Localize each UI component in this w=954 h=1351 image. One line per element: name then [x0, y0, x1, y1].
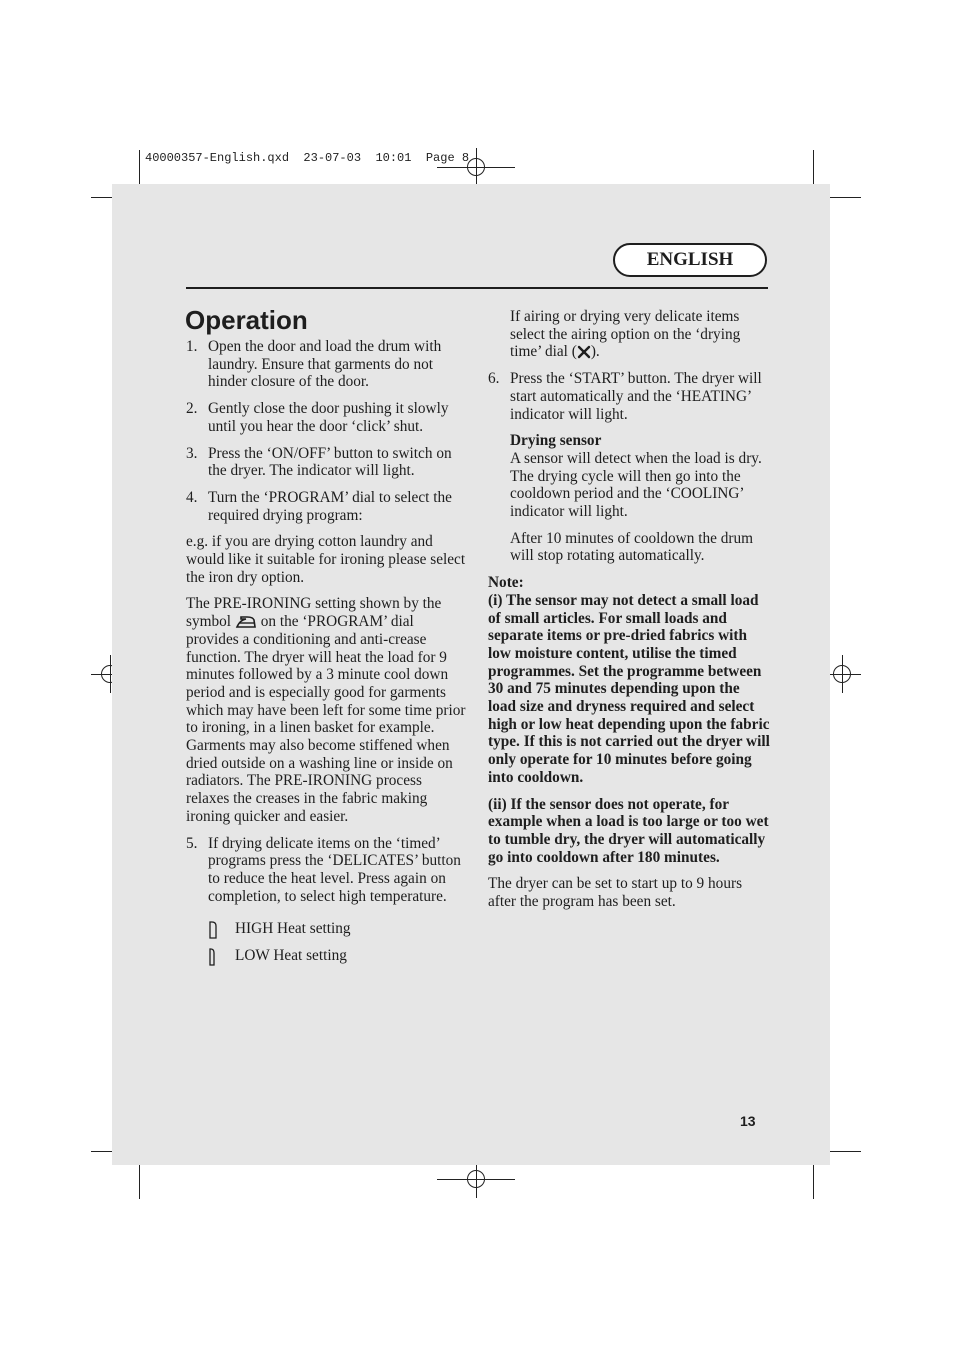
legend-low-heat [186, 947, 468, 965]
step-text: Open the door and load the drum with laundry. Ensure that garments do not hinder closure of the door. [208, 338, 442, 391]
legend-high-heat [186, 920, 468, 938]
drying-sensor-heading: Drying sensor [510, 432, 602, 450]
iron-icon [235, 615, 257, 629]
left-column [186, 338, 468, 974]
step-5 [186, 835, 468, 906]
step-text: Press the ‘START’ button. The dryer will start automatically and the ‘HEATING’ indicator will light. [510, 370, 762, 423]
airing-fan-icon [577, 345, 591, 359]
step-number: 4. [186, 488, 198, 506]
note-ii: (ii) If the sensor does not operate, for example when a load is too large or too wet to tumble dry, the dryer will automatically go into cooldown after 180 minutes. [488, 795, 769, 866]
step-text: Press the ‘ON/OFF’ button to switch on the dryer. The indicator will light. [208, 444, 452, 480]
delay-start-paragraph: The dryer can be set to start up to 9 hours after the program has been set. [488, 875, 743, 911]
step-text: Turn the ‘PROGRAM’ dial to select the required drying program: [208, 488, 452, 524]
example-paragraph: e.g. if you are drying cotton laundry and would like it suitable for ironing please select the iron dry option. [186, 533, 466, 586]
step-6 [488, 370, 770, 423]
drying-sensor-text: A sensor will detect when the load is dry. The drying cycle will then go into the cooldown period and the ‘COOLING’ indicator will light. [510, 449, 762, 521]
cooldown-paragraph: After 10 minutes of cooldown the drum will stop rotating automatically. [510, 529, 754, 565]
header-rule [186, 287, 768, 289]
step-3 [186, 445, 468, 480]
step-number: 2. [186, 400, 198, 418]
drying-sensor-section [488, 432, 770, 521]
step-number: 3. [186, 444, 198, 462]
note-i: (i) The sensor may not detect a small load of small articles. For small loads and separate items or pre-dried fabrics with low moisture content, utilise the timed programmes. Set the programme between 30 and 75 minutes depending upon the load size and dryness required and select high or low heat depending upon the fabric type. If this is not carried out the dryer will only operate for 10 minutes before going into cooldown. [488, 591, 770, 786]
high-heat-icon [208, 920, 218, 940]
legend-high-label: HIGH Heat setting [235, 920, 351, 938]
low-heat-icon [208, 947, 218, 967]
print-slug-line: 40000357-English.qxd 23-07-03 10:01 Page 8 [145, 151, 470, 165]
right-column [488, 308, 770, 920]
step-1 [186, 338, 468, 391]
step-number: 6. [488, 370, 500, 388]
language-label: ENGLISH [613, 243, 767, 277]
step-4 [186, 489, 468, 524]
step-2 [186, 400, 468, 435]
page-title: Operation [185, 305, 308, 335]
airing-text-a: If airing or drying very delicate items select the airing option on the ‘drying time’ dial ( [510, 308, 741, 361]
legend-low-label: LOW Heat setting [235, 947, 347, 965]
pre-ironing-paragraph [186, 595, 468, 825]
airing-paragraph [488, 308, 770, 361]
airing-text-b: ). [590, 343, 600, 361]
step-number: 1. [186, 338, 198, 355]
step-text: Gently close the door pushing it slowly until you hear the door ‘click’ shut. [208, 400, 449, 435]
step-text: If drying delicate items on the ‘timed’ programs press the ‘DELICATES’ button to reduce the heat level. Press again on completion, to select high temperature. [208, 834, 461, 905]
step-number: 5. [186, 834, 198, 852]
page-number: 13 [740, 1113, 756, 1129]
pre-ironing-text-b: on the ‘PROGRAM’ dial provides a conditioning and anti-crease function. The dryer will heat the load for 9 minutes followed by a 3 minute cool down period and is especially good for garments which may have been left for some time prior to ironing, in a linen basket for example. Garments may also become stiffened when dried outside on a washing line or inside on radiators. The PRE-IRONING process relaxes the creases in the fabric making ironing quicker and easier. [186, 613, 466, 825]
note-heading: Note: [488, 574, 524, 592]
pre-ironing-text-a: The PRE-IRONING setting shown by the symbol [186, 595, 442, 631]
